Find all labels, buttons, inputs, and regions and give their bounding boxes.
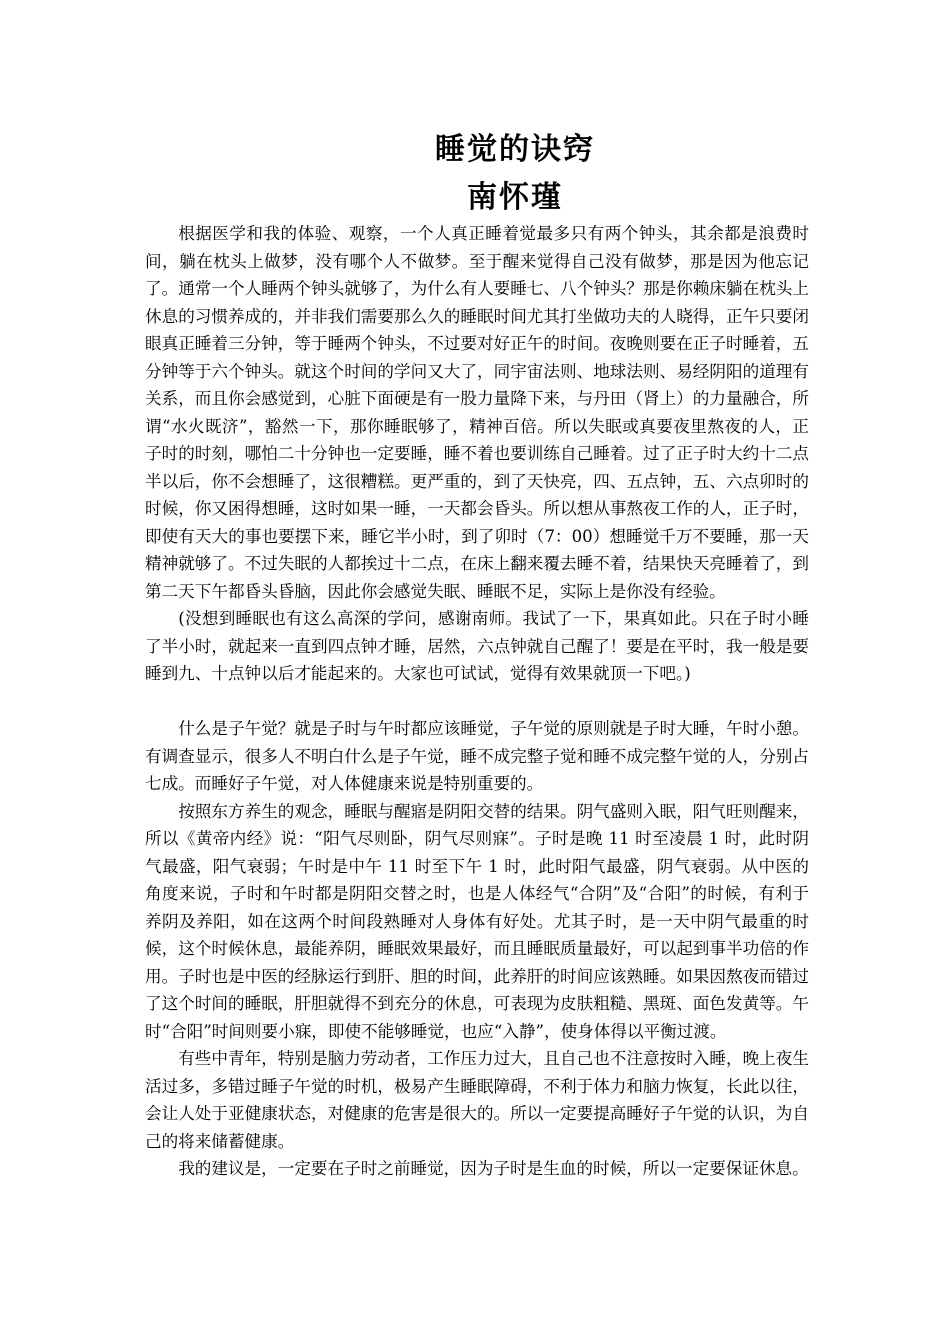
document-title: 睡觉的诀窍 (435, 132, 595, 167)
paragraph-1: 根据医学和我的体验、观察，一个人真正睡着觉最多只有两个钟头，其余都是浪费时间，躺在枕头上做梦，没有哪个人不做梦。至于醒来觉得自己没有做梦，那是因为他忘记了。通常一个人睡两个钟头就够了，为什么有人要睡七、八个钟头？那是你赖床躺在枕头上休息的习惯养成的，并非我们需要那么久的睡眠时间尤其打坐做功夫的人晓得，正午只要闭眼真正睡着三分钟，等于睡两个钟头，不过要对好正午的时间。夜晚则要在正子时睡着，五分钟等于六个钟头。就这个时间的学问又大了，同宇宙法则、地球法则、易经阴阳的道理有关系，而且你会感觉到，心脏下面硬是有一股力量降下来，与丹田（肾上）的力量融合，所谓“水火既济”，豁然一下，那你睡眠够了，精神百倍。所以失眠或真要夜里熬夜的人，正子时的时刻，哪怕二十分钟也一定要睡，睡不着也要训练自己睡着。过了正子时大约十二点半以后，你不会想睡了，这很糟糕。更严重的，到了天快亮，四、五点钟，五、六点卯时的时候，你又困得想睡，这时如果一睡，一天都会昏头。所以想从事熬夜工作的人，正子时，即使有天大的事也要摆下来，睡它半小时，到了卯时（7：00）想睡觉千万不要睡，那一天精神就够了。不过失眠的人都挨过十二点，在床上翻来覆去睡不着，结果快天亮睡着了，到第二天下午都昏头昏脑，因此你会感觉失眠、睡眠不足，实际上是你没有经验。 (145, 224, 809, 601)
paragraph-gap (145, 688, 809, 716)
document-author: 南怀瑾 (467, 180, 563, 215)
paragraph-6: 我的建议是，一定要在子时之前睡觉，因为子时是生血的时候，所以一定要保证休息。 (178, 1159, 809, 1178)
paragraph-2: (没想到睡眠也有这么高深的学问，感谢南师。我试了一下，果真如此。只在子时小睡了半小时，就起来一直到四点钟才睡，居然，六点钟就自己醒了！要是在平时，我一般是要睡到九、十点钟以后才能起来的。大家也可试试，觉得有效果就顶一下吧。) (145, 609, 809, 683)
paragraph-5: 有些中青年，特别是脑力劳动者，工作压力过大，且自己也不注意按时入睡，晚上夜生活过多，多错过睡子午觉的时机，极易产生睡眠障碍，不利于体力和脑力恢复，长此以往，会让人处于亚健康状态，对健康的危害是很大的。所以一定要提高睡好子午觉的认识，为自己的将来储蓄健康。 (145, 1049, 809, 1151)
paragraph-3: 什么是子午觉？就是子时与午时都应该睡觉，子午觉的原则就是子时大睡，午时小憩。有调查显示，很多人不明白什么是子午觉，睡不成完整子觉和睡不成完整午觉的人，分别占七成。而睡好子午觉，对人体健康来说是特别重要的。 (145, 719, 809, 793)
document-body (145, 220, 809, 1183)
paragraph-4: 按照东方养生的观念，睡眠与醒寤是阴阳交替的结果。阴气盛则入眠，阳气旺则醒来，所以《黄帝内经》说：“阳气尽则卧，阴气尽则寐”。子时是晚 11 时至凌晨 1 时，此时阴气最盛，阳气衰弱；午时是中午 11 时至下午 1 时，此时阳气最盛，阴气衰弱。从中医的角度来说，子时和午时都是阴阳交替之时，也是人体经气“合阴”及“合阳”的时候，有利于养阴及养阳，如在这两个时间段熟睡对人身体有好处。尤其子时，是一天中阴气最重的时候，这个时候休息，最能养阴，睡眠效果最好，而且睡眠质量最好，可以起到事半功倍的作用。子时也是中医的经脉运行到肝、胆的时间，此养肝的时间应该熟睡。如果因熬夜而错过了这个时间的睡眠，肝胆就得不到充分的休息，可表现为皮肤粗糙、黑斑、面色发黄等。午时“合阳”时间则要小寐，即使不能够睡觉，也应“入静”，使身体得以平衡过渡。 (145, 801, 809, 1041)
